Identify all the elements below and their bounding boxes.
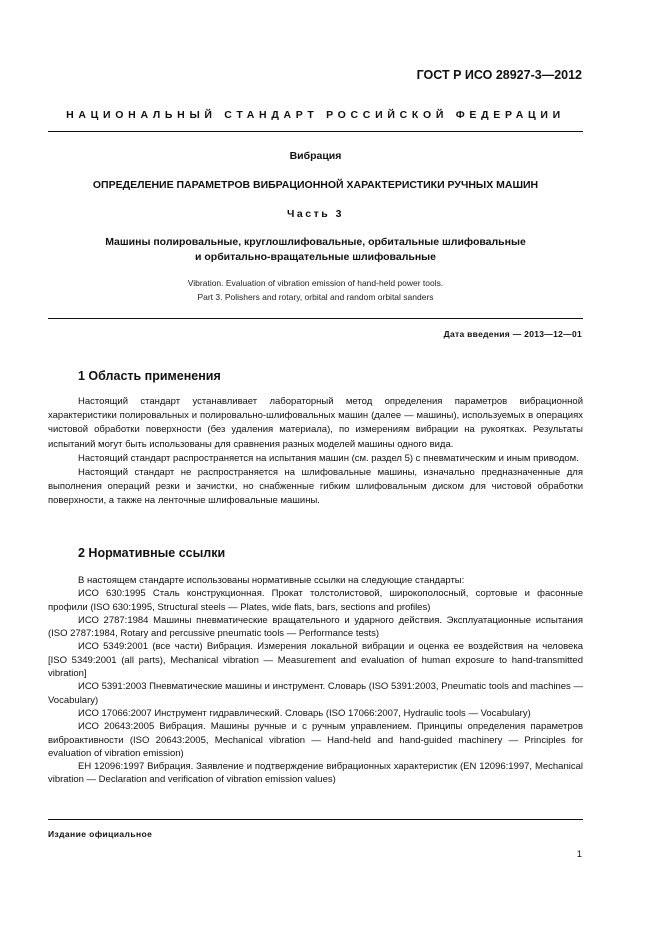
reference-item: ИСО 5349:2001 (все части) Вибрация. Измерения локальной вибрации и оценка ее воздействия на человека [ISO 5349:2001 (all parts), Mechanical vibration — Measurement and evaluation of human exposure to hand-transmitted vibration] [48,641,583,680]
paragraph: В настоящем стандарте использованы нормативные ссылки на следующие стандарты: [78,575,465,586]
reference-item: ИСО 2787:1984 Машины пневматические вращательного и ударного действия. Эксплуатационные испытания (ISO 2787:1984, Rotary and percussive pneumatic tools — Performance tests) [48,614,583,640]
subtitle-line-1: Машины полировальные, круглошлифовальные, орбитальные шлифовальные [105,236,526,248]
standard-title: ОПРЕДЕЛЕНИЕ ПАРАМЕТРОВ ВИБРАЦИОННОЙ ХАРАКТЕРИСТИКИ РУЧНЫХ МАШИН [92,179,539,191]
reference-item: ИСО 630:1995 Сталь конструкционная. Прокат толстолистовой, широкополосный, сортовые и фасонные профили (ISO 630:1995, Structural steels — Plates, wide flats, bars, sections and profiles) [48,588,583,613]
footer-divider [48,819,583,820]
section-1-body [48,395,583,509]
standard-part: Часть 3 [287,208,344,220]
english-title [48,276,583,304]
section-1-heading: 1 Область применения [78,369,221,383]
paragraph: Настоящий стандарт распространяется на испытания машин (см. раздел 5) с пневматическим и иным приводом. [78,452,579,464]
english-title-line-2: Part 3. Polishers and rotary, orbital and random orbital sanders [197,292,434,302]
document-id: ГОСТ Р ИСО 28927-3—2012 [416,68,582,82]
reference-item: ИСО 17066:2007 Инструмент гидравлический. Словарь (ISO 17066:2007, Hydraulic tools — Vocabulary) [78,707,531,719]
page-number: 1 [576,849,582,860]
subtitle-line-2: и орбитально-вращательные шлифовальные [195,251,436,263]
header-divider [48,131,583,132]
english-title-line-1: Vibration. Evaluation of vibration emission of hand-held power tools. [187,278,444,288]
paragraph: Настоящий стандарт устанавливает лабораторный метод определения параметров вибрационной характеристики полировальных и полировально-шлифовальных машин (далее — машины), используемых в операциях чистовой обработки поверхности (без удаления материала), по измерениям вибрации на рукоятках. Результаты испытаний могут быть использованы для сравнения разных моделей машины одного вида. [48,396,583,450]
paragraph: Настоящий стандарт не распространяется на шлифовальные машины, изначально предназначенные для выполнения операций резки и зачистки, но снабженные гибким шлифовальным диском для чистовой обработки поверхности, а также на ленточные шлифовальные машины. [48,467,583,507]
title-divider [48,318,583,319]
standard-topic: Вибрация [289,150,342,162]
reference-item: ИСО 20643:2005 Вибрация. Машины ручные и с ручным управлением. Принципы определения параметров виброактивности (ISO 20643:2005, Mechanical vibration — Hand-held and hand-guided machinery — Principles for evaluation of vibration emission) [48,721,583,759]
reference-item: ИСО 5391:2003 Пневматические машины и инструмент. Словарь (ISO 5391:2003, Pneumatic tools and machines — Vocabulary) [48,681,583,706]
edition-label: Издание официальное [48,829,153,839]
reference-item: ЕН 12096:1997 Вибрация. Заявление и подтверждение вибрационных характеристик (EN 12096:1997, Mechanical vibration — Declaration and verification of vibration emission values) [48,761,583,786]
section-2-heading: 2 Нормативные ссылки [78,546,226,560]
national-standard-banner: НАЦИОНАЛЬНЫЙ СТАНДАРТ РОССИЙСКОЙ ФЕДЕРАЦИИ [66,109,565,121]
section-2-body [48,574,583,787]
introduction-date: Дата введения — 2013—12—01 [443,329,582,339]
standard-subtitle [48,235,583,265]
